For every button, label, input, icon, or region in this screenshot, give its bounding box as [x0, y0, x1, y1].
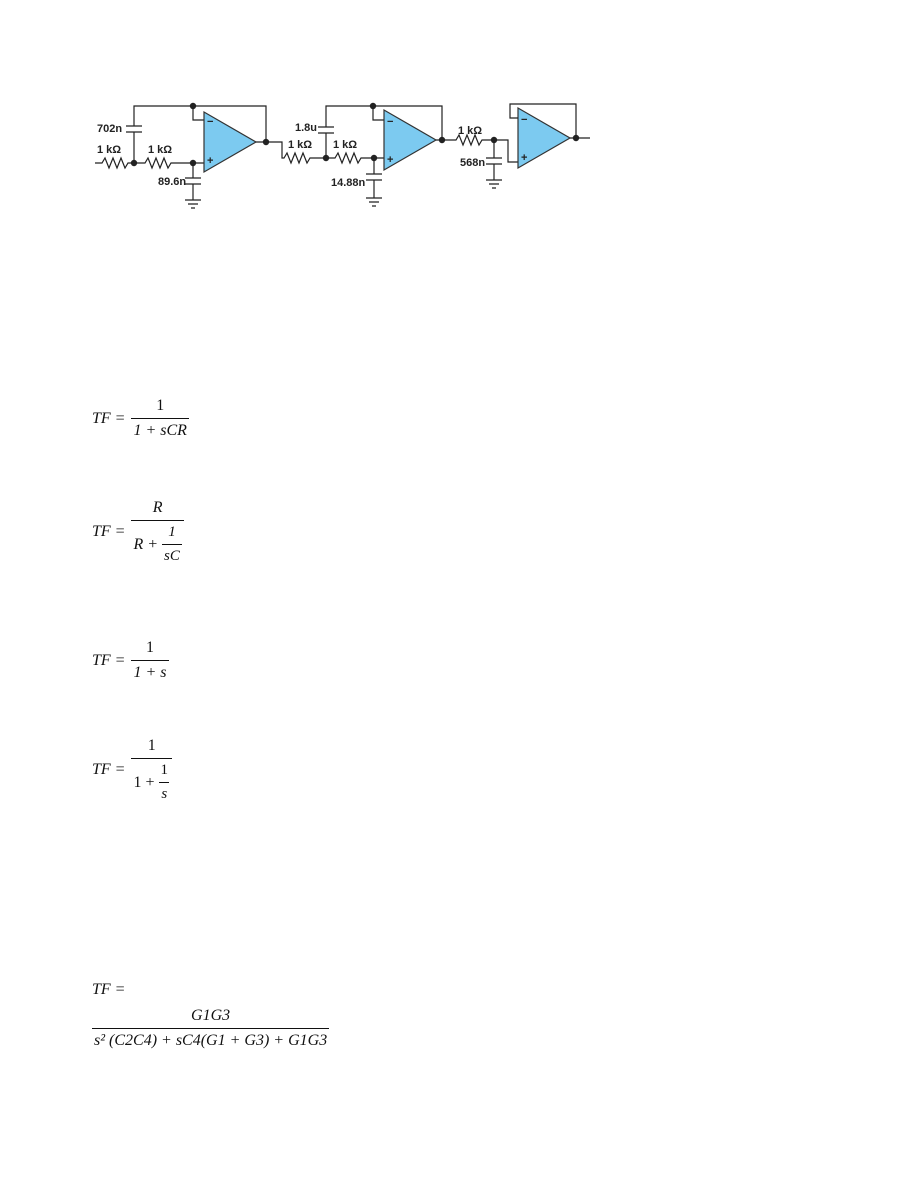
- equation-lhs: TF =: [92, 761, 126, 778]
- label-r5: 1 kΩ: [458, 125, 483, 137]
- numerator: 1: [147, 737, 156, 754]
- equation-lhs: TF =: [92, 523, 126, 540]
- opamp-minus: −: [387, 116, 394, 128]
- capacitor-568n: [486, 140, 502, 188]
- equation-lhs: TF =: [92, 409, 126, 427]
- inner-numerator: 1: [160, 762, 168, 778]
- denominator: 1 + s: [131, 660, 168, 681]
- numerator: R: [152, 499, 163, 516]
- opamp-plus: +: [387, 154, 394, 166]
- inner-denominator: sC: [162, 544, 182, 564]
- label-r1: 1 kΩ: [97, 144, 122, 156]
- numerator: G1G3: [191, 1007, 231, 1024]
- stage-2: [266, 103, 445, 206]
- label-1-8u: 1.8u: [295, 122, 318, 134]
- equation-5: [92, 982, 329, 1049]
- numerator: 1: [156, 397, 165, 414]
- capacitor-14-88n: [366, 158, 382, 206]
- opamp-input-wire: [494, 140, 518, 162]
- numerator: 1: [145, 639, 154, 656]
- fraction: [92, 1008, 329, 1049]
- filter-schematic: [90, 96, 600, 216]
- stage-3: [442, 104, 590, 188]
- equation-2: [92, 500, 184, 564]
- denominator-left: 1 +: [133, 773, 155, 791]
- capacitor-89-6n: [185, 163, 201, 208]
- resistor-r2: [134, 158, 193, 168]
- opamp-minus: −: [207, 116, 214, 128]
- label-702n: 702n: [97, 123, 123, 135]
- equation-lhs: TF =: [92, 651, 126, 669]
- fraction: [131, 738, 172, 802]
- label-568n: 568n: [460, 157, 486, 169]
- denominator: [131, 520, 183, 564]
- label-14-88n: 14.88n: [331, 177, 366, 189]
- stage-1: [95, 103, 269, 208]
- resistor-r1: [95, 158, 134, 168]
- denominator: s² (C2C4) + sC4(G1 + G3) + G1G3: [92, 1028, 329, 1049]
- opamp-plus: +: [207, 155, 214, 167]
- inner-fraction: [162, 525, 182, 564]
- label-89-6n: 89.6n: [158, 176, 187, 188]
- label-r4: 1 kΩ: [333, 139, 358, 151]
- opamp-plus: +: [521, 152, 528, 164]
- equation-4: [92, 738, 172, 802]
- denominator: 1 + sCR: [131, 418, 188, 439]
- opamp-input-wires: [193, 106, 204, 163]
- equation-1: [92, 398, 189, 439]
- denominator: [131, 758, 172, 802]
- opamp-minus: −: [521, 114, 528, 126]
- denominator-left: R +: [133, 535, 159, 553]
- inner-numerator: 1: [168, 524, 176, 540]
- fraction: [131, 640, 168, 681]
- junction-dot: [573, 135, 579, 141]
- inner-fraction: [159, 763, 171, 802]
- label-r3: 1 kΩ: [288, 139, 313, 151]
- label-r2: 1 kΩ: [148, 144, 173, 156]
- equation-lhs: TF =: [92, 981, 126, 998]
- fraction: [131, 398, 188, 439]
- fraction: [131, 500, 183, 564]
- opamp-input-wires: [373, 106, 384, 158]
- equation-3: [92, 640, 169, 681]
- inner-denominator: s: [159, 782, 169, 802]
- resistor-r4: [326, 153, 374, 163]
